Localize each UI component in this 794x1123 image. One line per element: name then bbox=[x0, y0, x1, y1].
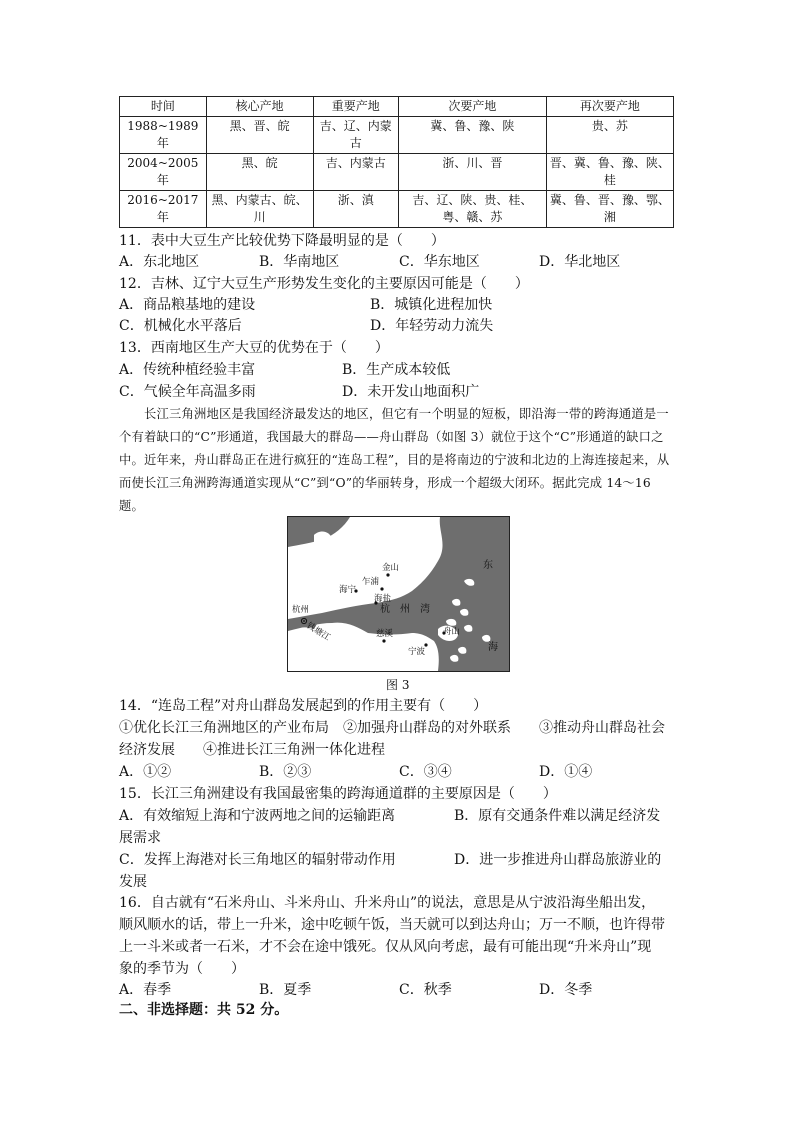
question-13-option-b: B．生产成本较低 bbox=[342, 362, 451, 378]
table-row bbox=[120, 117, 674, 154]
map-label-jinshan: 金山 bbox=[382, 563, 400, 573]
question-12-option-b: B．城镇化进程加快 bbox=[370, 297, 493, 313]
figure-caption: 图 3 bbox=[386, 678, 410, 692]
question-14-option-c: C．③④ bbox=[399, 764, 452, 780]
question-13-option-c: C．气候全年高温多雨 bbox=[119, 384, 256, 400]
table-cell: 1988~1989 年 bbox=[120, 117, 207, 154]
table-cell: 2004~2005 年 bbox=[120, 154, 207, 191]
table-header-cell: 时间 bbox=[120, 97, 207, 117]
question-14-option-d: D．①④ bbox=[539, 764, 593, 780]
map-label-bay: 杭 州 湾 bbox=[380, 604, 430, 615]
question-15-option-a: A．有效缩短上海和宁波两地之间的运输距离 bbox=[119, 808, 396, 824]
question-15-option-b: B．原有交通条件难以满足经济发 bbox=[454, 808, 661, 824]
question-16-option-a: A．春季 bbox=[119, 982, 172, 998]
table-cell: 2016~2017 年 bbox=[120, 191, 207, 228]
question-13-option-d: D．未开发山地面积广 bbox=[342, 384, 480, 400]
reading-passage: 长江三角洲地区是我国经济最发达的地区，但它有一个明显的短板，即沿海一带的跨海通道是一个有着缺口的“C”形通道，我国最大的群岛——舟山群岛（如图 3）就位于这个“C”形通道的缺口之中。近年来，舟山群岛正在进行疯狂的“连岛工程”，目的是将南边的宁波和北边的上海连接起来，从而使长江三角洲跨海通道实现从“C”到“O”的华丽转身，形成一个超级大闭环。据此完成 14～16 题。 bbox=[119, 407, 670, 513]
table-cell: 冀、鲁、豫、陕 bbox=[398, 117, 546, 154]
table-row bbox=[120, 191, 674, 228]
table-cell: 冀、鲁、晋、豫、鄂、湘 bbox=[546, 191, 673, 228]
map-label-hangzhou: 杭州 bbox=[292, 605, 310, 615]
table-row bbox=[120, 154, 674, 191]
question-11-option-c: C．华东地区 bbox=[399, 254, 480, 270]
map-label-zhapu: 乍浦 bbox=[362, 577, 380, 587]
jinshan-marker bbox=[386, 573, 389, 576]
question-13-stem: 13．西南地区生产大豆的优势在于（ ） bbox=[119, 340, 389, 356]
question-11-stem: 11．表中大豆生产比较优势下降最明显的是（ ） bbox=[119, 233, 445, 249]
map-label-cixi: 慈溪 bbox=[376, 629, 394, 639]
table-header-cell: 核心产地 bbox=[206, 97, 313, 117]
table-cell: 黑、皖 bbox=[206, 154, 313, 191]
question-16-option-c: C．秋季 bbox=[399, 982, 452, 998]
table-cell: 黑、内蒙古、皖、川 bbox=[206, 191, 313, 228]
zhoushan-map bbox=[287, 516, 510, 672]
table-cell: 吉、辽、陕、贵、桂、粤、赣、苏 bbox=[398, 191, 546, 228]
question-16-option-b: B．夏季 bbox=[259, 982, 312, 998]
table-cell: 晋、冀、鲁、豫、陕、桂 bbox=[546, 154, 673, 191]
cixi-marker bbox=[382, 639, 385, 642]
question-15-stem: 15．长江三角洲建设有我国最密集的跨海通道群的主要原因是（ ） bbox=[119, 786, 557, 802]
question-14-stem: 14．“连岛工程”对舟山群岛发展起到的作用主要有（ ） bbox=[119, 698, 488, 714]
table-header-cell: 再次要产地 bbox=[546, 97, 673, 117]
table-header-cell: 重要产地 bbox=[313, 97, 398, 117]
question-12-option-a: A．商品粮基地的建设 bbox=[119, 297, 256, 313]
question-16-stem-line-1: 16．自古就有“石米舟山、斗米舟山、升米舟山”的说法，意思是从宁波沿海坐船出发， bbox=[119, 895, 656, 911]
question-14-option-a: A．①② bbox=[119, 764, 172, 780]
question-13-option-a: A．传统种植经验丰富 bbox=[119, 362, 256, 378]
map-label-haining: 海宁 bbox=[339, 585, 357, 595]
map-label-east: 东 bbox=[483, 560, 493, 571]
question-16-stem-line-2: 顺风顺水的话，带上一升米，途中吃顿午饭，当天就可以到达舟山；万一不顺，也许得带 bbox=[119, 917, 665, 933]
table-cell: 吉、内蒙古 bbox=[313, 154, 398, 191]
question-14-statements-line-1: ①优化长江三角洲地区的产业布局 ②加强舟山群岛的对外联系 ③推动舟山群岛社会 bbox=[119, 720, 665, 736]
question-15-option-b-cont: 展需求 bbox=[119, 830, 161, 846]
map-label-zhoushan: 舟山 bbox=[443, 627, 461, 637]
question-11-option-b: B．华南地区 bbox=[259, 254, 340, 270]
section-heading: 二、非选择题：共 52 分。 bbox=[119, 1002, 289, 1018]
table-cell: 浙、滇 bbox=[313, 191, 398, 228]
table-cell: 吉、辽、内蒙古 bbox=[313, 117, 398, 154]
hangzhou-marker-dot bbox=[303, 620, 305, 622]
table-header-row bbox=[120, 97, 674, 117]
question-12-option-d: D．年轻劳动力流失 bbox=[370, 318, 494, 334]
question-11-option-d: D．华北地区 bbox=[539, 254, 621, 270]
question-16-option-d: D．冬季 bbox=[539, 982, 593, 998]
table-cell: 贵、苏 bbox=[546, 117, 673, 154]
table-header-cell: 次要产地 bbox=[398, 97, 546, 117]
soybean-production-table bbox=[119, 96, 674, 228]
question-15-option-c: C．发挥上海港对长三角地区的辐射带动作用 bbox=[119, 852, 396, 868]
table-cell: 浙、川、晋 bbox=[398, 154, 546, 191]
zhapu-marker bbox=[380, 587, 383, 590]
question-15-option-d-cont: 发展 bbox=[119, 874, 147, 890]
map-label-qiantangjiang: 钱塘江 bbox=[304, 621, 332, 644]
question-16-stem-line-3: 上一斗米或者一石米，才不会在途中饿死。仅从风向考虑，最有可能出现“升米舟山”现 bbox=[119, 939, 652, 955]
map-label-sea: 海 bbox=[488, 642, 498, 653]
question-14-statements-line-2: 经济发展 ④推进长江三角洲一体化进程 bbox=[119, 742, 385, 758]
question-12-stem: 12．吉林、辽宁大豆生产形势发生变化的主要原因可能是（ ） bbox=[119, 276, 529, 292]
map-graphic bbox=[288, 517, 509, 671]
table-cell: 黑、晋、皖 bbox=[206, 117, 313, 154]
map-label-ningbo: 宁波 bbox=[408, 647, 426, 657]
question-12-option-c: C．机械化水平落后 bbox=[119, 318, 242, 334]
question-11-option-a: A．东北地区 bbox=[119, 254, 200, 270]
question-15-option-d: D．进一步推进舟山群岛旅游业的 bbox=[454, 852, 662, 868]
map-label-haiyan: 海盐 bbox=[374, 594, 392, 604]
question-14-option-b: B．②③ bbox=[259, 764, 312, 780]
question-16-stem-line-4: 象的季节为（ ） bbox=[119, 961, 245, 977]
